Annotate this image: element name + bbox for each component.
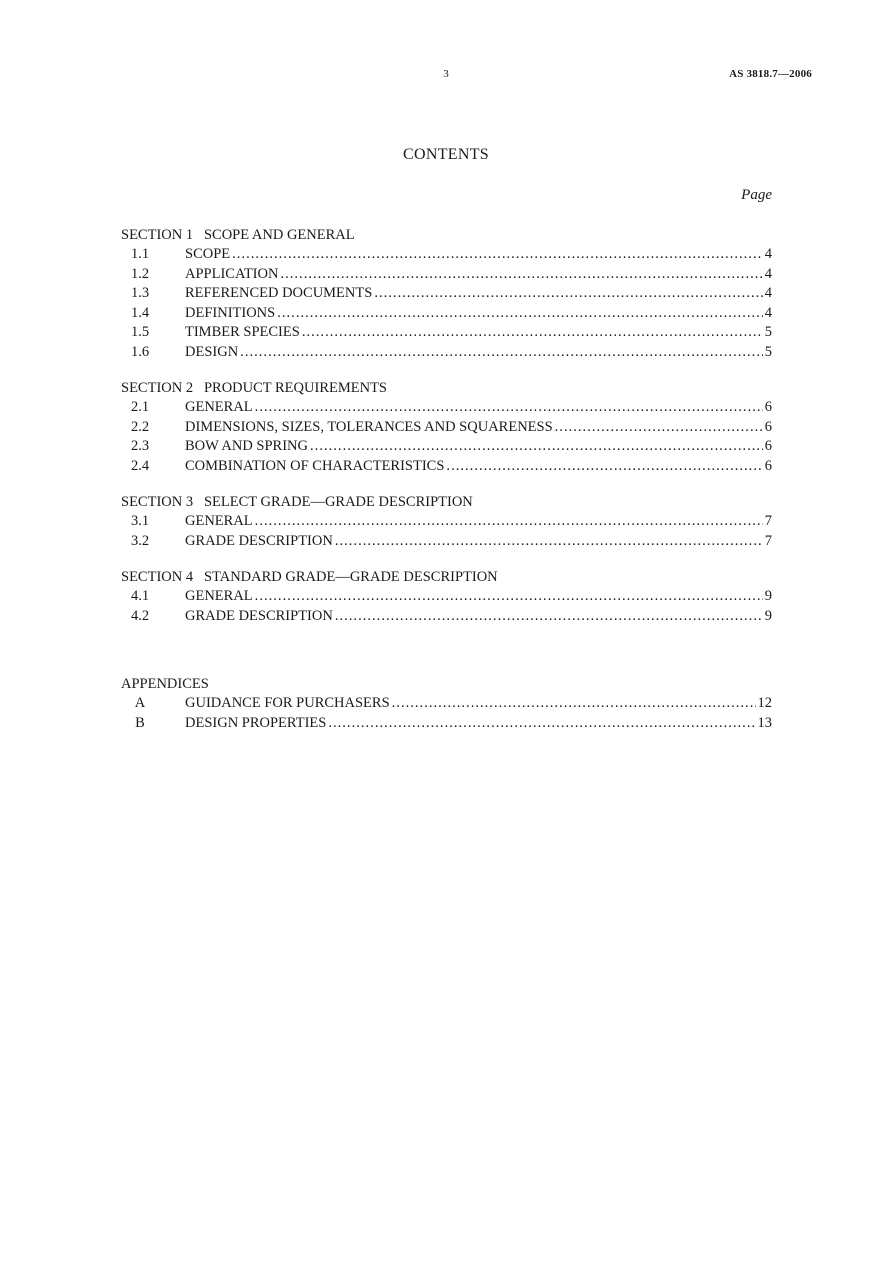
entry-title: REFERENCED DOCUMENTS [185,285,373,301]
section-title: SECTION 2 PRODUCT REQUIREMENTS [121,380,387,396]
entry-title: BOW AND SPRING [185,438,309,454]
entry-number: 1.3 [130,285,150,301]
dot-leader [335,532,763,552]
entry-number: 4.1 [130,588,150,604]
entry-number: 2.2 [130,418,150,435]
entry-title: GRADE DESCRIPTION [185,532,333,549]
toc-entry[interactable] [121,418,772,438]
entry-title: DESIGN [185,343,239,360]
entry-title: DEFINITIONS [185,304,276,321]
dot-leader [232,245,763,265]
page-number: 3 [443,68,449,80]
toc-section [121,378,772,476]
dot-leader [374,284,762,304]
entry-title: TIMBER SPECIES [185,324,300,340]
toc-entry[interactable] [121,343,772,363]
toc-entry[interactable] [121,512,772,532]
entry-number: 1.6 [130,343,150,360]
toc-section [121,674,772,733]
page-column-label: Page [741,187,772,203]
toc-entry[interactable] [121,694,772,714]
dot-leader [555,418,763,438]
entry-page-number: 4 [764,304,772,321]
toc-entry[interactable] [121,398,772,418]
toc-entry[interactable] [121,457,772,477]
toc-section [121,567,772,626]
entry-page-number: 12 [757,695,772,711]
entry-page-number: 5 [764,343,772,360]
toc-entry[interactable] [121,714,772,734]
entry-number: 2.1 [130,399,150,415]
entry-page-number: 4 [764,265,772,282]
entry-title: GENERAL [185,588,253,604]
dot-leader [255,398,763,418]
dot-leader [240,343,763,363]
entry-page-number: 6 [764,399,772,415]
dot-leader [302,323,763,343]
entry-number: 2.3 [130,438,150,454]
section-title: SECTION 3 SELECT GRADE—GRADE DESCRIPTION [121,494,473,510]
entry-page-number: 7 [764,513,772,529]
toc-entry[interactable] [121,304,772,324]
entry-number: 1.1 [130,246,150,262]
entry-page-number: 9 [764,607,772,624]
entry-title: GUIDANCE FOR PURCHASERS [185,695,390,711]
entry-page-number: 7 [764,532,772,549]
entry-number: 2.4 [130,457,150,474]
toc-entry[interactable] [121,532,772,552]
entry-title: DESIGN PROPERTIES [185,714,327,731]
entry-page-number: 4 [764,285,772,301]
dot-leader [255,512,763,532]
toc-section [121,492,772,551]
dot-leader [446,457,762,477]
toc-entry[interactable] [121,323,772,343]
entry-number: B [135,714,145,731]
entry-number: 1.2 [130,265,150,282]
entry-page-number: 13 [757,714,772,731]
standard-code: AS 3818.7—2006 [729,68,812,80]
entry-page-number: 6 [764,438,772,454]
table-of-contents [121,225,772,749]
entry-title: GENERAL [185,399,253,415]
entry-page-number: 6 [764,457,772,474]
entry-number: 1.4 [130,304,150,321]
entry-title: COMBINATION OF CHARACTERISTICS [185,457,445,474]
toc-section [121,225,772,362]
entry-number: 1.5 [130,324,150,340]
entry-number: A [134,695,146,711]
entry-number: 3.1 [130,513,150,529]
toc-entry[interactable] [121,265,772,285]
entry-number: 3.2 [130,532,150,549]
entry-title: SCOPE [185,246,231,262]
toc-entry[interactable] [121,587,772,607]
dot-leader [310,437,763,457]
contents-heading: CONTENTS [403,146,489,163]
entry-page-number: 9 [764,588,772,604]
entry-page-number: 5 [764,324,772,340]
dot-leader [392,694,756,714]
dot-leader [328,714,755,734]
section-title: APPENDICES [121,676,209,692]
toc-entry[interactable] [121,437,772,457]
entry-number: 4.2 [130,607,150,624]
dot-leader [255,587,763,607]
toc-entry[interactable] [121,245,772,265]
entry-title: GRADE DESCRIPTION [185,607,333,624]
entry-title: DIMENSIONS, SIZES, TOLERANCES AND SQUARENESS [185,418,553,435]
entry-page-number: 4 [764,246,772,262]
dot-leader [280,265,762,285]
section-title: SECTION 4 STANDARD GRADE—GRADE DESCRIPTION [121,569,498,585]
section-title: SECTION 1 SCOPE AND GENERAL [121,227,355,243]
toc-entry[interactable] [121,607,772,627]
dot-leader [335,607,763,627]
toc-entry[interactable] [121,284,772,304]
entry-title: GENERAL [185,513,253,529]
dot-leader [277,304,763,324]
entry-title: APPLICATION [185,265,279,282]
entry-page-number: 6 [764,418,772,435]
